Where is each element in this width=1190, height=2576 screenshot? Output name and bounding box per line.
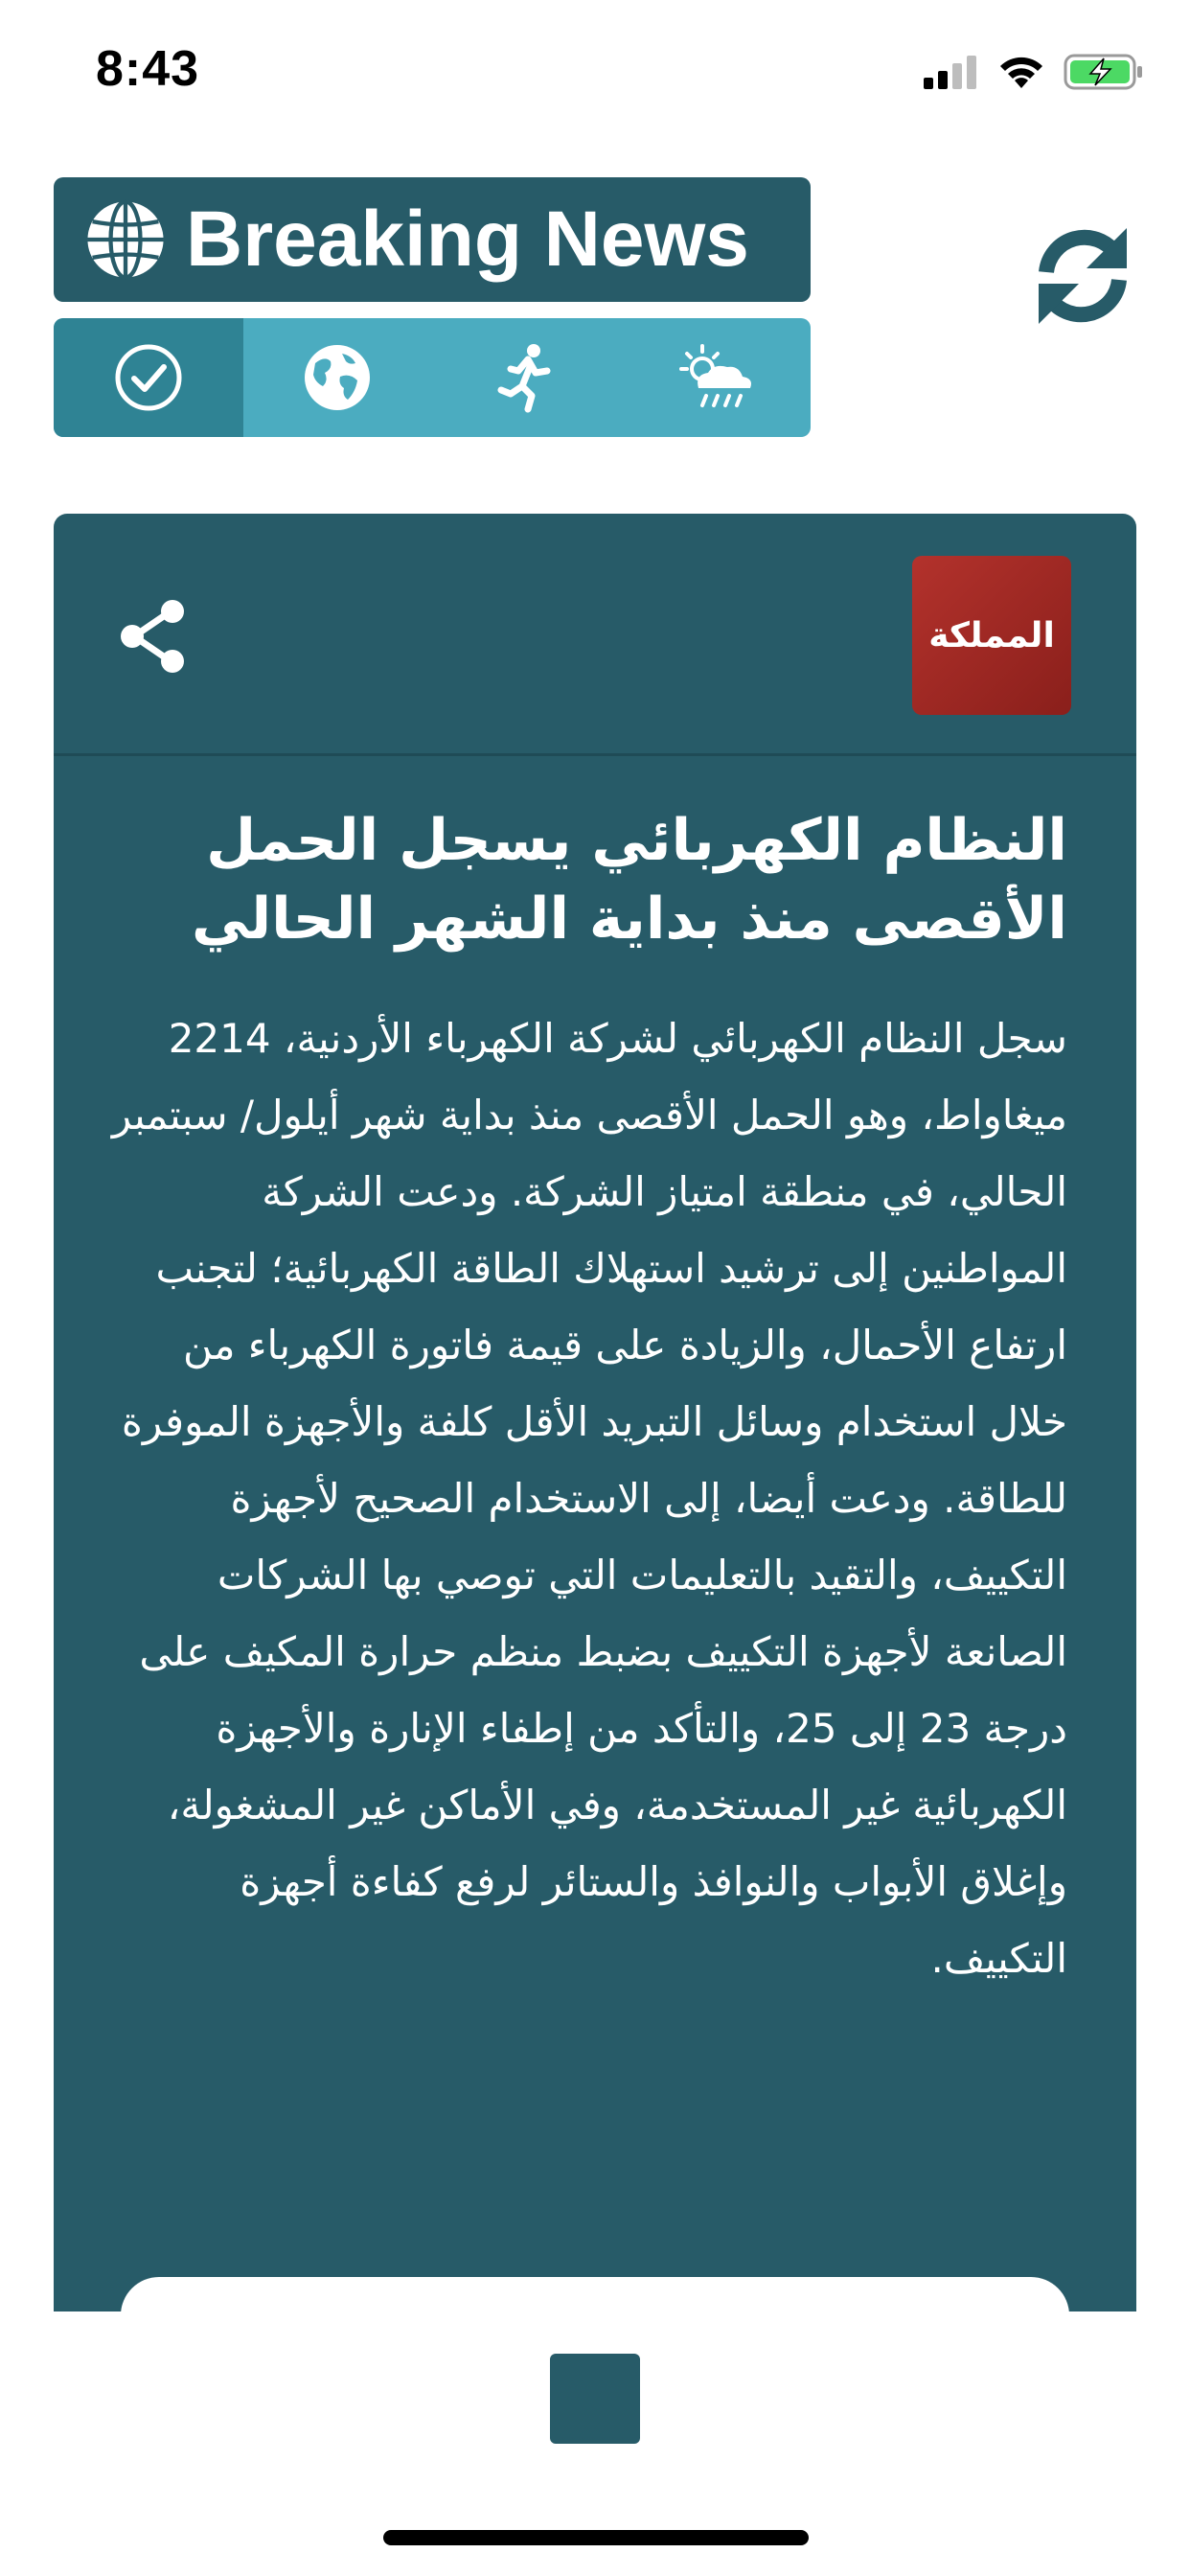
status-bar [0,0,1190,144]
status-time: 8:43 [96,41,200,97]
article-card [54,514,1136,2312]
weather-icon [675,342,756,413]
app-header [54,177,811,302]
article-headline[interactable]: النظام الكهربائي يسجل الحمل الأقصى منذ بداية الشهر الحالي [191,807,1067,953]
tab-world[interactable] [243,318,433,437]
article-card-header [54,514,1136,756]
share-button[interactable] [115,598,192,675]
app-title: Breaking News [186,196,749,283]
wifi-icon [996,54,1046,90]
check-circle-icon [113,342,184,413]
share-icon [115,598,192,675]
bottom-button[interactable] [550,2354,640,2444]
source-logo [912,556,1071,715]
globe-icon [84,198,167,281]
battery-charging-icon [1064,53,1144,91]
tab-top-stories[interactable] [54,318,243,437]
tab-sports[interactable] [432,318,622,437]
article-action-panel[interactable] [121,2277,1069,2312]
source-logo-text: المملكة [928,615,1055,656]
article-body: سجل النظام الكهربائي لشركة الكهرباء الأردنية، 2214 ميغاواط، وهو الحمل الأقصى منذ بداية شهر أيلول/ سبتمبر الحالي، في منطقة امتياز الشركة. ودعت الشركة المواطنين إلى ترشيد استهلاك الطاقة الكهربائية؛ لتجنب ارتفاع الأحمال، والزيادة على قيمة فاتورة الكهرباء من خلال استخدام وسائل التبريد الأقل كلفة والأجهزة الموفرة للطاقة. ودعت أيضا، إلى الاستخدام الصحيح لأجهزة التكييف، والتقيد بالتعليمات التي توصي بها الشركات الصانعة لأجهزة التكييف بضبط منظم حرارة المكيف على درجة 23 إلى 25، والتأكد من إطفاء الإنارة والأجهزة الكهربائية غير المستخدمة، وفي الأماكن غير المشغولة، وإغلاق الأبواب والنوافذ والستائر لرفع كفاءة أجهزة التكييف. [111,1015,1067,1982]
running-person-icon [493,342,561,413]
tab-weather[interactable] [622,318,812,437]
refresh-icon [1025,218,1140,334]
refresh-button[interactable] [1025,218,1140,334]
earth-icon [302,342,373,413]
cellular-signal-icon [922,55,979,89]
category-tabs [54,318,811,437]
status-icons [922,53,1144,91]
home-indicator[interactable] [383,2530,809,2545]
